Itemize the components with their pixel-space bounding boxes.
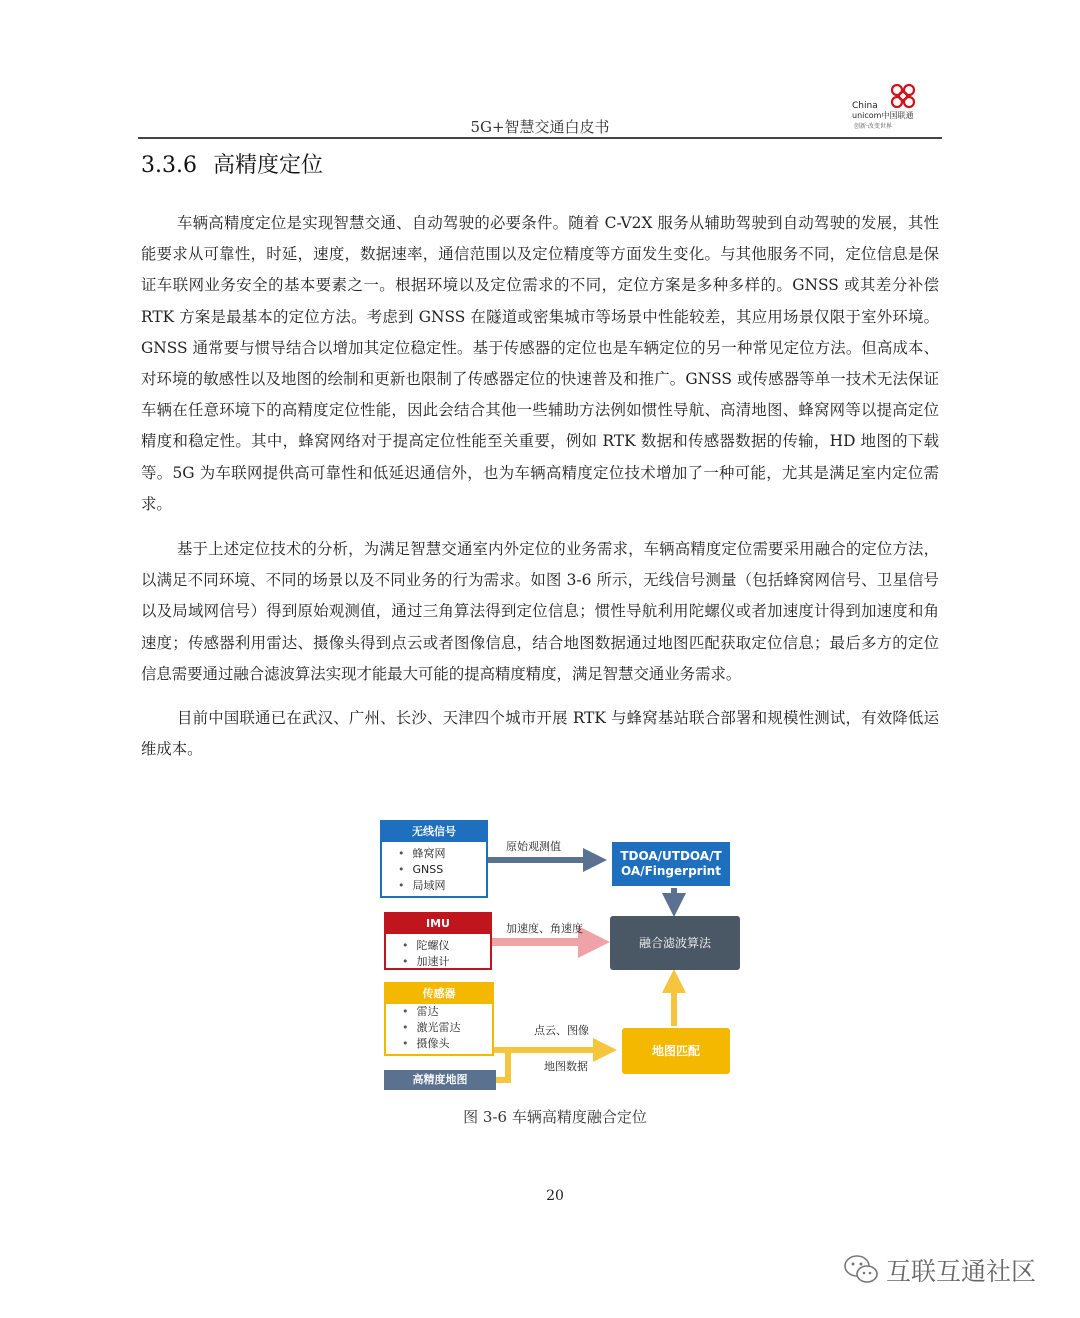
- label-acceleration: 加速度、角速度: [506, 922, 583, 935]
- imu-title: IMU: [386, 914, 490, 934]
- header-rule: [138, 137, 942, 139]
- sensor-title: 传感器: [386, 984, 492, 1004]
- hd-map-box: 高精度地图: [384, 1070, 496, 1090]
- sensor-item: • 激光雷达: [402, 1020, 492, 1036]
- page-header-title: 5G+智慧交通白皮书: [470, 118, 610, 136]
- wireless-item: • GNSS: [398, 862, 486, 878]
- label-pointcloud: 点云、图像: [534, 1024, 589, 1037]
- imu-box: [384, 912, 492, 970]
- watermark-text: 互联互通社区: [886, 1257, 1037, 1286]
- logo-line1: China: [852, 101, 878, 111]
- fusion-positioning-diagram: [370, 812, 750, 1104]
- wireless-signal-title: 无线信号: [382, 822, 486, 842]
- arrow-hdmap-to-mapmatch: [496, 1052, 508, 1080]
- sensor-item: • 摄像头: [402, 1036, 492, 1052]
- wireless-item: • 局域网: [398, 878, 486, 894]
- wechat-icon: [842, 1253, 880, 1287]
- tdoa-box: TDOA/UTDOA/TOA/Fingerprint: [612, 842, 730, 886]
- sensor-item: • 雷达: [402, 1004, 492, 1020]
- logo-slogan: 创新·改变世界: [854, 123, 892, 130]
- sensor-list: [386, 1004, 492, 1052]
- map-matching-box: 地图匹配: [622, 1028, 730, 1074]
- watermark: [842, 1250, 1036, 1290]
- wireless-signal-list: [382, 842, 486, 894]
- logo-line2: unicom中国联通: [852, 111, 914, 120]
- paragraph-3: 目前中国联通已在武汉、广州、长沙、天津四个城市开展 RTK 与蜂窝基站联合部署和规模性测试，有效降低运维成本。: [141, 709, 939, 759]
- imu-item: • 加速计: [402, 954, 490, 970]
- figure-caption: 图 3-6 车辆高精度融合定位: [463, 1108, 647, 1126]
- paragraph-1: 车辆高精度定位是实现智慧交通、自动驾驶的必要条件。随着 C-V2X 服务从辅助驾驶到自动驾驶的发展，其性能要求从可靠性，时延，速度，数据速率，通信范围以及定位精度等方面发生变化。与其他服务不同，定位信息是保证车联网业务安全的基本要素之一。根据环境以及定位需求的不同，定位方案是多种多样的。GNSS 或其差分补偿 RTK 方案是最基本的定位方法。考虑到 GNSS 在隧道或密集城市等场景中性能较差，其应用场景仅限于室外环境。GNSS 通常要与惯导结合以增加其定位稳定性。基于传感器的定位也是车辆定位的另一种常见定位方法。但高成本、对环境的敏感性以及地图的绘制和更新也限制了传感器定位的快速普及和推广。GNSS 或传感器等单一技术无法保证车辆在任意环境下的高精度定位性能，因此会结合其他一些辅助方法例如惯性导航、高清地图、蜂窝网等以提高定位精度和稳定性。其中，蜂窝网络对于提高定位性能至关重要，例如 RTK 数据和传感器数据的传输，HD 地图的下载等。5G 为车联网提供高可靠性和低延迟通信外，也为车辆高精度定位技术增加了一种可能，尤其是满足室内定位需求。: [141, 214, 939, 513]
- label-map-data: 地图数据: [544, 1060, 588, 1073]
- label-raw-observation: 原始观测值: [506, 840, 561, 853]
- imu-list: [386, 934, 490, 970]
- unicom-knot-icon: [888, 82, 918, 110]
- section-title: 高精度定位: [212, 153, 323, 178]
- section-heading: [141, 148, 323, 179]
- china-unicom-logo: [852, 82, 922, 130]
- imu-item: • 陀螺仪: [402, 938, 490, 954]
- section-number: 3.3.6: [141, 153, 197, 178]
- fusion-filter-box: 融合滤波算法: [610, 916, 740, 970]
- sensor-box: [384, 982, 494, 1056]
- paragraph-2: 基于上述定位技术的分析，为满足智慧交通室内外定位的业务需求，车辆高精度定位需要采用融合的定位方法，以满足不同环境、不同的场景以及不同业务的行为需求。如图 3-6 所示，无线信号测量（包括蜂窝网信号、卫星信号以及局域网信号）得到原始观测值，通过三角算法得到定位信息；惯性导航利用陀螺仪或者加速度计得到加速度和角速度；传感器利用雷达、摄像头得到点云或者图像信息，结合地图数据通过地图匹配获取定位信息；最后多方的定位信息需要通过融合滤波算法实现才能最大可能的提高精度精度，满足智慧交通业务需求。: [141, 540, 939, 683]
- wireless-item: • 蜂窝网: [398, 846, 486, 862]
- page-number: 20: [546, 1188, 564, 1204]
- wireless-signal-box: [380, 820, 488, 898]
